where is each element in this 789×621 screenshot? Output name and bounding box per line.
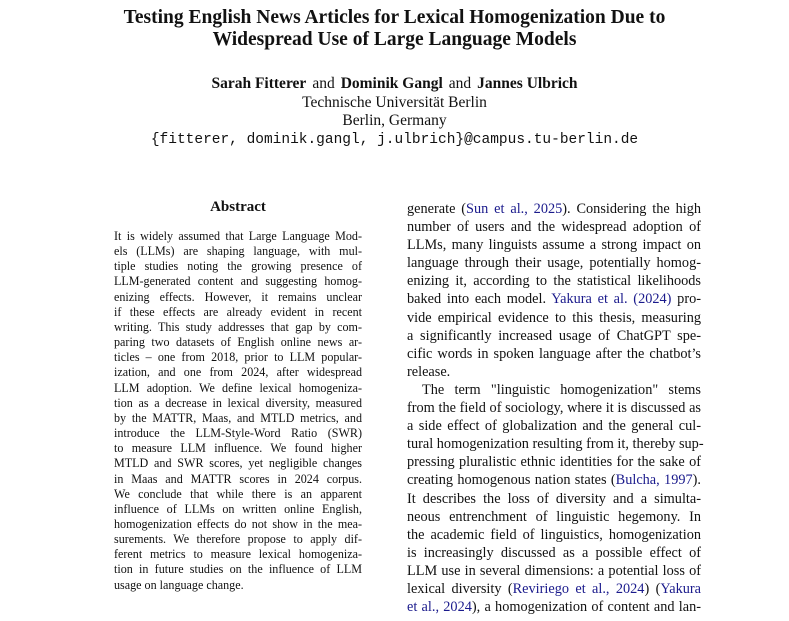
location: Berlin, Germany — [342, 112, 447, 129]
body-text: ) ( — [644, 580, 661, 597]
body-line: enizing it, according to the statistical likelihoods — [407, 273, 701, 290]
body-line: a significantly increased usage of ChatGPT spe- — [407, 327, 701, 344]
abstract-line: usage on language change. — [114, 577, 244, 592]
abstract-line: tiple studies noting the growing presence of — [114, 259, 362, 274]
abstract-line: We conclude that while there is an apparent — [114, 486, 362, 501]
abstract-line: els (LLMs) are shaping language, with mul- — [114, 244, 362, 259]
citation-link[interactable]: Sun et al., 2025 — [466, 201, 563, 217]
body-line: cific words in spoken language after the chatbot’s — [407, 345, 701, 362]
body-line: tural homogenization resulting from it, thereby sup- — [407, 436, 704, 453]
abstract-line: surements. We therefore propose to apply dif- — [114, 532, 362, 547]
body-line: pressing pluralistic ethnic identities for the sake of — [407, 454, 701, 471]
abstract-line: ization, and one from 2024, after widespread — [114, 365, 362, 380]
body-line — [407, 471, 701, 489]
author-name: Sarah Fitterer — [211, 75, 307, 92]
abstract-heading: Abstract — [210, 199, 266, 215]
author-emails: {fitterer, dominik.gangl, j.ulbrich}@campus.tu-berlin.de — [150, 131, 639, 148]
abstract-line: in Maas and MATTR scores in 2024 corpus. — [114, 471, 362, 486]
body-line: vide empirical evidence to this thesis, measuring — [407, 309, 701, 326]
author-name: Jannes Ulbrich — [477, 75, 578, 92]
abstract-line: by the MATTR, Maas, and MTLD metrics, and — [114, 410, 362, 425]
abstract-line: influence of LLMs on written online English, — [114, 501, 362, 516]
body-text: ). — [692, 472, 701, 489]
abstract-line: enizing effects. However, it remains unclear — [114, 289, 362, 304]
abstract-line: homogenization effects do not show in the mea- — [114, 516, 362, 531]
body-line: LLM use in several dimensions: a potential loss of — [407, 562, 701, 579]
citation-link[interactable]: Yakura et al. (2024) — [551, 291, 672, 308]
body-line: the academic field of linguistics, homogenization — [407, 526, 701, 543]
citation-link[interactable]: et al., 2024 — [407, 599, 472, 616]
abstract-line: LLM adoption. We define lexical homogeniza- — [114, 380, 362, 395]
body-text: ), a homogenization of content and lan- — [471, 599, 701, 616]
body-text: ). Considering the high — [562, 201, 701, 217]
body-line: LLMs, many linguists assume a strong impact on — [407, 237, 701, 254]
abstract-line: tion in future studies on the influence of LLM — [114, 562, 362, 577]
affiliation: Technische Universität Berlin — [302, 93, 487, 111]
abstract-line: It is widely assumed that Large Language Mod- — [114, 229, 362, 243]
body-line: release. — [407, 363, 451, 380]
body-text: generate ( — [407, 201, 467, 217]
abstract-line: LLM-generated content and suggesting homog- — [114, 274, 362, 289]
author-names — [0, 75, 789, 94]
abstract-line: ticles – one from 2018, prior to LLM popular- — [114, 350, 362, 365]
abstract-line: tion as a decrease in lexical diversity, measured — [114, 395, 362, 410]
author-block — [0, 75, 789, 149]
body-line: It describes the loss of diversity and a simulta- — [407, 490, 701, 507]
body-line: number of users and the widespread adoption of — [407, 219, 701, 236]
abstract-line: paring two datasets of English online news ar- — [114, 335, 362, 350]
body-text: lexical diversity ( — [407, 580, 513, 597]
paper-title-line-2: Widespread Use of Large Language Models — [212, 29, 577, 50]
citation-link[interactable]: Reviriego et al., 2024 — [512, 580, 645, 597]
body-text: pro- — [671, 291, 701, 308]
paper-title-line-1: Testing English News Articles for Lexical Homogenization Due to — [123, 7, 666, 28]
citation-link[interactable]: Bulcha, 1997 — [615, 472, 693, 489]
abstract-line: MTLD and SWR scores, yet negligible changes — [114, 456, 362, 471]
abstract-text — [114, 229, 362, 593]
author-separator: and — [448, 75, 472, 92]
paper-title — [0, 7, 789, 51]
abstract-line: if these effects are already evident in recent — [114, 304, 362, 319]
body-line: a side effect of globalization and the general cul- — [407, 418, 701, 435]
body-line — [407, 200, 701, 218]
body-line — [407, 290, 701, 308]
body-text: baked into each model. — [407, 291, 552, 308]
author-name: Dominik Gangl — [340, 75, 443, 92]
body-column-right — [407, 200, 704, 616]
body-line — [407, 580, 701, 598]
abstract-line: writing. This study addresses that gap by com- — [114, 319, 362, 334]
author-separator: and — [312, 75, 335, 92]
body-line: is increasingly discussed as a possible effect of — [407, 544, 701, 561]
abstract-line: introduce the LLM-Style-Word Ratio (SWR) — [114, 426, 362, 441]
citation-link[interactable]: Yakura — [660, 580, 702, 597]
body-text: creating homogenous nation states ( — [407, 472, 616, 489]
body-line: language through their usage, potentially homog- — [407, 255, 701, 272]
body-line — [407, 598, 701, 616]
abstract-line: ferent metrics to measure lexical homogeniza- — [114, 547, 362, 562]
body-line: The term "linguistic homogenization" stems — [422, 381, 701, 398]
abstract-line: to measure LLM influence. We found higher — [114, 441, 362, 456]
body-line: from the field of sociology, where it is discussed as — [407, 400, 701, 417]
body-line: neous entrenchment of linguistic hegemony. In — [407, 508, 701, 525]
